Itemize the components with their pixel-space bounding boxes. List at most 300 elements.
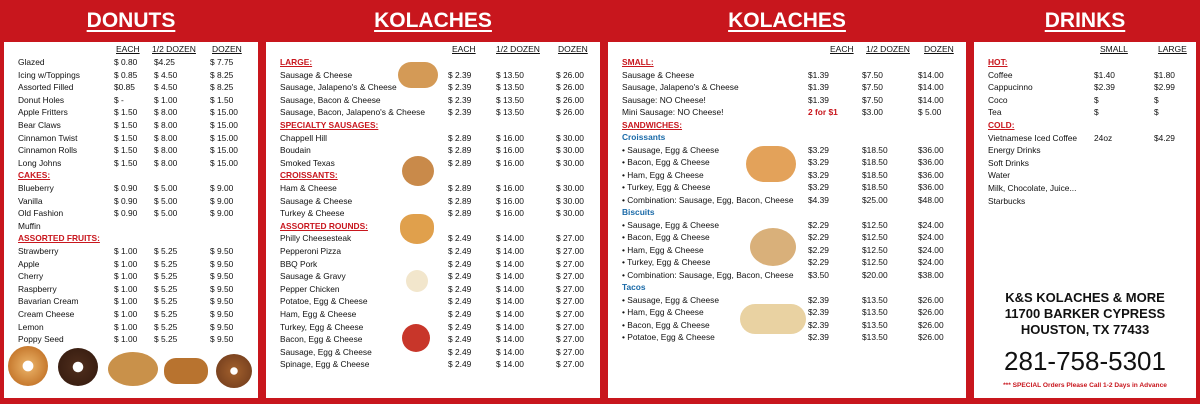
kolaches1-menu-row: [266, 158, 600, 171]
item-name: Long Johns: [18, 157, 62, 168]
donuts-menu-row: [4, 57, 258, 70]
drinks-panel: [970, 0, 1200, 404]
item-name: Potatoe, Egg & Cheese: [280, 296, 368, 307]
price-2: $ 14.00: [496, 296, 524, 307]
donuts-menu-row: [4, 221, 258, 234]
price-2: $ 5.25: [154, 283, 178, 294]
old-fashion-donut-image: [216, 354, 252, 388]
price-3: $ 30.00: [556, 132, 584, 143]
price-2: $ 5.25: [154, 309, 178, 319]
drinks-menu-row: [974, 82, 1196, 95]
price-2: $ 5.00: [154, 183, 178, 193]
price-1: $: [1094, 107, 1099, 118]
price-3: $ 5.00: [918, 107, 942, 117]
donuts-menu-row: [4, 271, 258, 284]
price-2: $18.50: [862, 157, 888, 167]
donuts-menu-row: [4, 120, 258, 133]
price-2: $ 5.00: [154, 208, 178, 219]
drinks-menu-row: [974, 120, 1196, 133]
kolaches1-menu-row: [266, 57, 600, 70]
price-1: $ 2.49: [448, 334, 472, 345]
item-name: Cinnamon Twist: [18, 132, 78, 143]
price-1: $ 0.90: [114, 183, 138, 193]
item-name: Apple Fritters: [18, 107, 68, 118]
price-1: $2.29: [808, 257, 829, 267]
kolaches1-menu-row: [266, 183, 600, 196]
price-1: $ 1.50: [114, 120, 138, 130]
kolaches2-menu-row: [608, 95, 966, 108]
donuts-menu-row: [4, 208, 258, 221]
price-1: $2.39: [808, 294, 829, 305]
kolaches1-menu-row: [266, 82, 600, 95]
price-2: $ 16.00: [496, 157, 524, 168]
price-1: $ 2.49: [448, 271, 472, 282]
price-3: $ 15.00: [210, 107, 238, 118]
donuts-menu-row: [4, 259, 258, 272]
cinnamon-twist-image: [164, 358, 208, 384]
price-2: $ 14.00: [496, 233, 524, 244]
donuts-col-header-1: 1/2 DOZEN: [152, 44, 196, 54]
shop-address-line2: HOUSTON, TX 77433: [1020, 322, 1150, 337]
price-3: $24.00: [918, 244, 944, 255]
kolaches-small-title: KOLACHES: [728, 9, 846, 32]
drinks-menu-row: [974, 158, 1196, 171]
price-3: $ 30.00: [556, 195, 584, 206]
item-name: Pepperoni Pizza: [280, 246, 341, 256]
price-3: $24.00: [918, 219, 944, 230]
price-1: $ 1.00: [114, 309, 138, 319]
donuts-menu-row: [4, 309, 258, 322]
kolaches-large-panel: [262, 0, 604, 404]
item-name: Assorted Filled: [18, 82, 74, 93]
kolaches2-menu-row: [608, 207, 966, 220]
item-name: Biscuits: [622, 207, 655, 217]
price-2: $13.50: [862, 319, 888, 330]
donuts-menu-row: [4, 296, 258, 309]
price-3: $ 27.00: [556, 321, 584, 332]
kolaches1-menu-row: [266, 271, 600, 284]
item-name: HOT:: [988, 57, 1008, 67]
price-1: $ 2.49: [448, 346, 472, 357]
price-2: $ 5.25: [154, 321, 178, 332]
item-name: • Sausage, Egg & Cheese: [622, 219, 719, 230]
price-2: $4.25: [154, 57, 175, 67]
price-2: $ 14.00: [496, 283, 524, 294]
price-1: $1.39: [808, 69, 829, 80]
price-1: $ 1.00: [114, 258, 138, 269]
price-1: $ 2.49: [448, 258, 472, 269]
price-2: $18.50: [862, 182, 888, 192]
kolaches2-menu-row: [608, 157, 966, 170]
kolaches2-col-header-2: DOZEN: [924, 44, 954, 54]
price-1: $: [1094, 94, 1099, 105]
item-name: Water: [988, 170, 1011, 181]
kolaches1-menu-row: [266, 196, 600, 209]
kolaches2-menu-row: [608, 320, 966, 333]
item-name: • Turkey, Egg & Cheese: [622, 257, 711, 267]
price-1: $0.85: [114, 82, 135, 93]
item-name: Philly Cheesesteak: [280, 233, 352, 244]
kolaches1-col-header-0: EACH: [452, 44, 476, 54]
item-name: • Bacon, Egg & Cheese: [622, 319, 710, 330]
price-3: $ 27.00: [556, 334, 584, 345]
price-2: $12.50: [862, 232, 888, 242]
price-1: $ 1.00: [114, 283, 138, 294]
kolaches1-menu-row: [266, 120, 600, 133]
donuts-panel: [0, 0, 262, 404]
price-3: $ 1.50: [210, 94, 234, 105]
price-2: $ 5.25: [154, 334, 178, 345]
price-2: $: [1154, 94, 1159, 105]
item-name: SANDWICHES:: [622, 119, 683, 130]
price-1: $2.39: [1094, 82, 1115, 93]
price-3: $ 26.00: [556, 82, 584, 93]
kolaches1-menu-row: [266, 70, 600, 83]
item-name: Sausage, Egg & Cheese: [280, 346, 372, 357]
kolaches1-menu-row: [266, 145, 600, 158]
item-name: Sausage, Jalapeno's & Cheese: [622, 82, 739, 92]
item-name: Cinnamon Rolls: [18, 145, 78, 156]
drinks-menu-row: [974, 133, 1196, 146]
item-name: Cappucinno: [988, 82, 1033, 93]
donuts-menu-row: [4, 183, 258, 196]
price-1: $ 2.49: [448, 246, 472, 256]
price-1: $3.29: [808, 157, 829, 167]
price-3: $ 27.00: [556, 258, 584, 269]
price-2: $ 16.00: [496, 208, 524, 219]
price-3: $ 9.50: [210, 246, 234, 256]
item-name: Bear Claws: [18, 120, 61, 130]
item-name: • Ham, Egg & Cheese: [622, 307, 704, 317]
price-3: $ 9.00: [210, 208, 234, 219]
item-name: • Sausage, Egg & Cheese: [622, 144, 719, 155]
price-1: $1.40: [1094, 69, 1115, 80]
price-2: $1.80: [1154, 69, 1175, 80]
item-name: Milk, Chocolate, Juice...: [988, 183, 1077, 193]
price-3: $ 26.00: [556, 94, 584, 105]
price-1: 2 for $1: [808, 107, 838, 117]
price-1: $3.50: [808, 269, 829, 280]
price-1: $ 2.49: [448, 233, 472, 244]
price-2: $ 5.25: [154, 296, 178, 307]
price-2: $ 5.25: [154, 258, 178, 269]
price-3: $ 9.50: [210, 283, 234, 294]
price-1: $ 1.50: [114, 145, 138, 156]
kolaches1-menu-row: [266, 322, 600, 335]
price-3: $26.00: [918, 319, 944, 330]
price-1: $ 1.00: [114, 334, 138, 345]
donuts-menu-row: [4, 133, 258, 146]
donuts-menu-row: [4, 145, 258, 158]
price-3: $ 30.00: [556, 157, 584, 168]
price-2: $ 14.00: [496, 321, 524, 332]
price-3: $ 27.00: [556, 283, 584, 294]
donuts-menu-row: [4, 334, 258, 347]
kolaches2-menu-row: [608, 170, 966, 183]
price-3: $ 9.50: [210, 334, 234, 345]
price-1: $ 1.50: [114, 132, 138, 143]
price-2: $4.29: [1154, 132, 1175, 143]
item-name: Boudain: [280, 145, 311, 156]
kolaches2-menu-row: [608, 232, 966, 245]
item-name: Cream Cheese: [18, 309, 75, 319]
price-2: $13.50: [862, 332, 888, 342]
donuts-menu: [4, 42, 258, 398]
kolaches2-menu-row: [608, 120, 966, 133]
price-3: $ 9.00: [210, 183, 234, 193]
price-3: $14.00: [918, 94, 944, 105]
price-2: $ 13.50: [496, 107, 524, 118]
donuts-menu-row: [4, 233, 258, 246]
chocolate-sprinkle-donut-image: [58, 348, 98, 386]
price-1: $2.29: [808, 244, 829, 255]
item-name: Soft Drinks: [988, 157, 1029, 168]
item-name: Turkey & Cheese: [280, 208, 345, 219]
item-name: Strawberry: [18, 246, 59, 256]
kolaches2-menu-row: [608, 307, 966, 320]
price-3: $14.00: [918, 82, 944, 92]
price-3: $ 27.00: [556, 359, 584, 370]
item-name: Ham & Cheese: [280, 183, 337, 193]
price-3: $26.00: [918, 332, 944, 342]
price-3: $ 27.00: [556, 309, 584, 319]
item-name: • Combination: Sausage, Egg, Bacon, Cheese: [622, 269, 794, 280]
price-3: $ 9.50: [210, 271, 234, 282]
item-name: CROISSANTS:: [280, 170, 338, 181]
donuts-col-header-2: DOZEN: [212, 44, 242, 54]
price-3: $ 27.00: [556, 346, 584, 357]
price-2: $ 14.00: [496, 309, 524, 319]
price-1: $ 2.49: [448, 283, 472, 294]
item-name: Tea: [988, 107, 1002, 118]
price-3: $ 27.00: [556, 233, 584, 244]
kolaches2-menu-row: [608, 220, 966, 233]
price-2: $12.50: [862, 219, 888, 230]
price-1: 24oz: [1094, 132, 1113, 143]
price-1: $2.39: [808, 307, 829, 317]
shop-name: K&S KOLACHES & MORE: [1005, 290, 1165, 305]
price-1: $1.39: [808, 82, 829, 92]
apple-fritter-image: [108, 352, 158, 386]
drinks-title: DRINKS: [1044, 9, 1126, 32]
item-name: Bavarian Cream: [18, 296, 79, 307]
price-1: $ 1.00: [114, 246, 138, 256]
phone-number: 281-758-5301: [1004, 346, 1166, 376]
price-2: $ 5.25: [154, 271, 178, 282]
item-name: Glazed: [18, 57, 45, 67]
donuts-menu-row: [4, 196, 258, 209]
shop-address-line1: 11700 BARKER CYPRESS: [1004, 306, 1166, 321]
donuts-menu-row: [4, 82, 258, 95]
price-3: $48.00: [918, 194, 944, 205]
price-2: $13.50: [862, 307, 888, 317]
item-name: Pepper Chicken: [280, 283, 340, 294]
price-3: $38.00: [918, 269, 944, 280]
price-1: $2.39: [808, 332, 829, 342]
price-2: $25.00: [862, 194, 888, 205]
price-2: $13.50: [862, 294, 888, 305]
item-name: • Ham, Egg & Cheese: [622, 244, 704, 255]
price-2: $ 14.00: [496, 258, 524, 269]
drinks-col-header-0: SMALL: [1100, 44, 1128, 54]
price-2: $ 5.25: [154, 246, 178, 256]
price-1: $1.39: [808, 94, 829, 105]
price-3: $24.00: [918, 232, 944, 242]
item-name: Croissants: [622, 132, 666, 142]
donuts-menu-row: [4, 70, 258, 83]
price-3: $ 27.00: [556, 271, 584, 282]
donuts-title: DONUTS: [86, 9, 176, 32]
price-1: $ 1.00: [114, 321, 138, 332]
price-3: $ 15.00: [210, 120, 238, 130]
drinks-menu-row: [974, 196, 1196, 209]
item-name: Raspberry: [18, 283, 57, 294]
donuts-menu-row: [4, 322, 258, 335]
price-3: $ 9.50: [210, 296, 234, 307]
price-2: $ 4.50: [154, 82, 178, 93]
donuts-menu-row: [4, 95, 258, 108]
item-name: • Bacon, Egg & Cheese: [622, 157, 710, 167]
price-1: $ 2.89: [448, 195, 472, 206]
price-1: $ 2.39: [448, 82, 472, 93]
price-3: $26.00: [918, 294, 944, 305]
drinks-menu-row: [974, 70, 1196, 83]
drinks-menu-row: [974, 57, 1196, 70]
kolaches1-menu-row: [266, 246, 600, 259]
item-name: Bacon, Egg & Cheese: [280, 334, 363, 345]
price-2: $2.99: [1154, 82, 1175, 93]
item-name: Spinage, Egg & Cheese: [280, 359, 370, 370]
price-1: $ 0.85: [114, 69, 138, 80]
kolaches2-menu-row: [608, 107, 966, 120]
item-name: • Combination: Sausage, Egg, Bacon, Cheese: [622, 194, 794, 205]
drinks-menu-row: [974, 145, 1196, 158]
item-name: Blueberry: [18, 183, 54, 193]
item-name: ASSORTED ROUNDS:: [280, 220, 368, 231]
kolaches1-menu-row: [266, 107, 600, 120]
kolaches2-menu-row: [608, 270, 966, 283]
item-name: Sausage & Cheese: [280, 69, 353, 80]
price-1: $2.29: [808, 232, 829, 242]
item-name: • Turkey, Egg & Cheese: [622, 182, 711, 192]
item-name: ASSORTED FRUITS:: [18, 233, 100, 244]
price-1: $3.29: [808, 182, 829, 192]
price-2: $ 16.00: [496, 132, 524, 143]
price-2: $7.50: [862, 94, 883, 105]
price-2: $20.00: [862, 269, 888, 280]
price-1: $ 2.49: [448, 321, 472, 332]
item-name: Apple: [18, 258, 40, 269]
price-1: $ 1.00: [114, 296, 138, 307]
price-1: $2.39: [808, 319, 829, 330]
item-name: Mini Sausage: NO Cheese!: [622, 107, 724, 117]
price-1: $ 0.80: [114, 57, 138, 67]
price-1: $ 2.49: [448, 296, 472, 307]
item-name: BBQ Pork: [280, 258, 318, 269]
item-name: Cherry: [18, 271, 44, 282]
kolaches2-menu-row: [608, 132, 966, 145]
item-name: Muffin: [18, 220, 41, 231]
item-name: Sausage & Gravy: [280, 271, 346, 282]
item-name: Energy Drinks: [988, 145, 1041, 156]
kolaches2-menu-row: [608, 257, 966, 270]
price-3: $ 8.25: [210, 69, 234, 80]
price-3: $14.00: [918, 69, 944, 80]
donuts-menu-row: [4, 107, 258, 120]
price-3: $ 9.50: [210, 309, 234, 319]
drinks-menu-row: [974, 95, 1196, 108]
price-3: $ 30.00: [556, 208, 584, 219]
item-name: • Bacon, Egg & Cheese: [622, 232, 710, 242]
item-name: • Sausage, Egg & Cheese: [622, 294, 719, 305]
kolaches1-menu-row: [266, 170, 600, 183]
price-2: $12.50: [862, 244, 888, 255]
price-3: $36.00: [918, 144, 944, 155]
item-name: Ham, Egg & Cheese: [280, 309, 357, 319]
special-orders-note: *** SPECIAL Orders Please Call 1-2 Days in Advance: [1003, 382, 1167, 389]
item-name: Donut Holes: [18, 94, 65, 105]
price-1: $ 2.39: [448, 94, 472, 105]
kolaches-large-title: KOLACHES: [374, 9, 492, 32]
item-name: Coco: [988, 94, 1008, 105]
price-1: $2.29: [808, 219, 829, 230]
item-name: LARGE:: [280, 57, 313, 67]
kolaches1-col-header-2: DOZEN: [558, 44, 588, 54]
price-1: $ 2.89: [448, 208, 472, 219]
price-3: $ 30.00: [556, 145, 584, 156]
item-name: Smoked Texas: [280, 157, 335, 168]
item-name: Coffee: [988, 69, 1013, 80]
price-2: $ 13.50: [496, 94, 524, 105]
item-name: • Ham, Egg & Cheese: [622, 169, 704, 180]
drinks-menu-row: [974, 170, 1196, 183]
kolaches2-menu-row: [608, 82, 966, 95]
price-2: $ 8.00: [154, 145, 178, 156]
price-2: $ 13.50: [496, 82, 524, 93]
item-name: Lemon: [18, 321, 44, 332]
price-2: $ 8.00: [154, 157, 178, 168]
item-name: Sausage: NO Cheese!: [622, 94, 706, 105]
item-name: COLD:: [988, 120, 1015, 130]
price-3: $ 9.00: [210, 195, 234, 206]
price-1: $ 2.89: [448, 183, 472, 193]
item-name: • Potatoe, Egg & Cheese: [622, 332, 715, 342]
item-name: Poppy Seed: [18, 334, 64, 345]
item-name: Sausage, Jalapeno's & Cheese: [280, 82, 397, 93]
donuts-menu-row: [4, 284, 258, 297]
price-1: $ 2.39: [448, 69, 472, 80]
item-name: Sausage & Cheese: [622, 69, 695, 80]
kolaches2-menu-row: [608, 195, 966, 208]
price-1: $ 2.89: [448, 132, 472, 143]
item-name: SPECIALTY SAUSAGES:: [280, 120, 379, 130]
kolaches1-col-header-1: 1/2 DOZEN: [496, 44, 540, 54]
kolaches1-menu-row: [266, 334, 600, 347]
price-1: $ -: [114, 94, 124, 105]
drinks-menu-row: [974, 107, 1196, 120]
price-1: $ 0.90: [114, 195, 138, 206]
price-2: $ 14.00: [496, 334, 524, 345]
kolaches-small-menu: [608, 42, 966, 398]
price-1: $3.29: [808, 144, 829, 155]
kolaches1-menu-row: [266, 309, 600, 322]
price-2: $18.50: [862, 144, 888, 155]
item-name: Icing w/Toppings: [18, 69, 80, 80]
price-1: $ 2.89: [448, 157, 472, 168]
price-2: $ 8.00: [154, 132, 178, 143]
price-2: $: [1154, 107, 1159, 118]
price-2: $12.50: [862, 257, 888, 267]
